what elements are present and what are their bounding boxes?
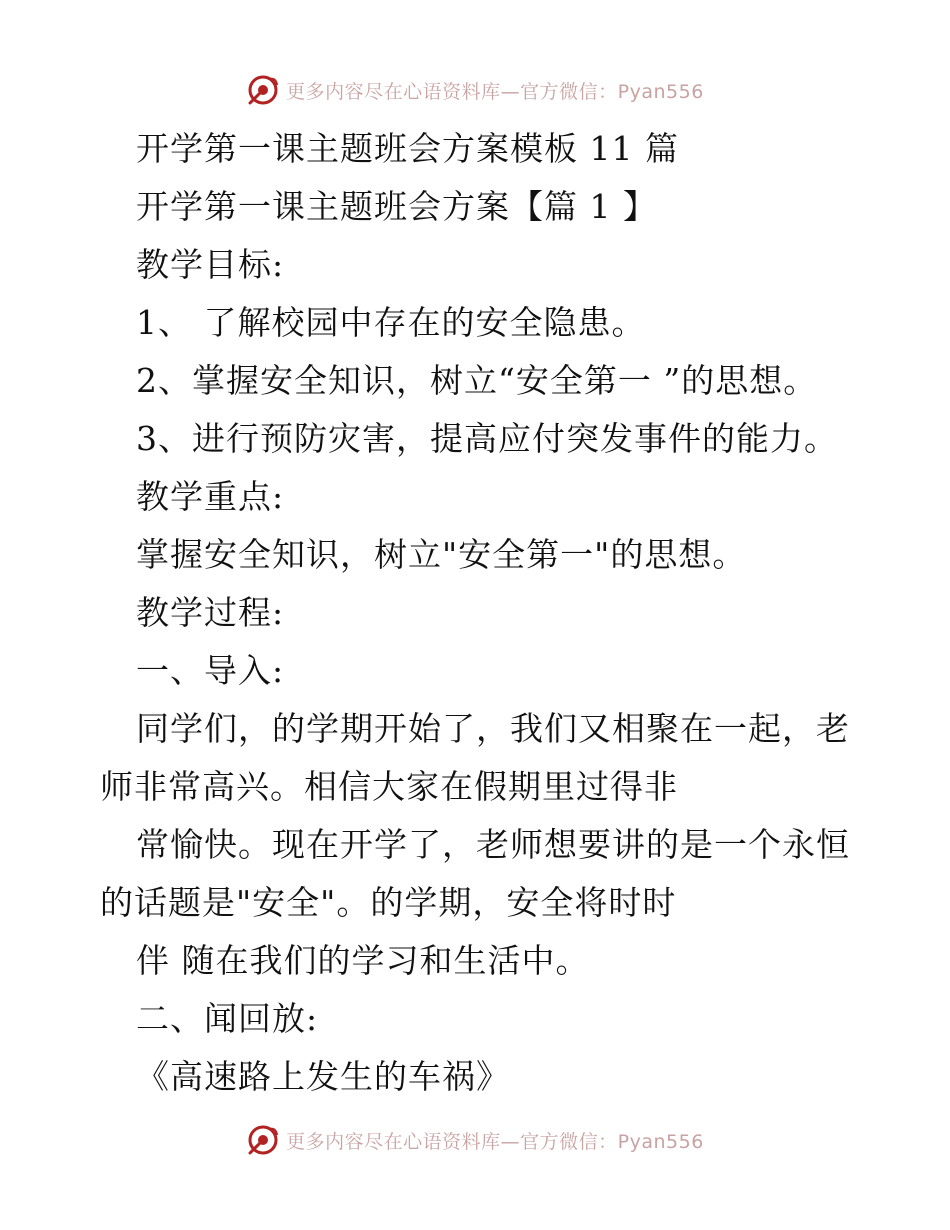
footer-watermark-banner: [0, 1118, 950, 1162]
paragraph-line: 常愉快。现在开学了，老师想要讲的是一个永恒: [136, 825, 850, 864]
paragraph-line: 掌握安全知识，树立"安全第一"的思想。: [136, 535, 747, 574]
footer-banner-text: 更多内容尽在心语资料库—官方微信：Pyan556: [286, 1130, 704, 1153]
paragraph-line: 一、导入:: [136, 651, 285, 690]
quill-logo-icon: [246, 1123, 280, 1157]
paragraph-line: 师非常高兴。相信大家在假期里过得非: [100, 767, 678, 806]
paragraph-line: 1、 了解校园中存在的安全隐患。: [136, 303, 646, 342]
paragraph-line: 二、闻回放:: [136, 999, 319, 1038]
paragraph-line: 3、进行预防灾害，提高应付突发事件的能力。: [136, 419, 838, 458]
quill-logo-icon: [246, 73, 280, 107]
paragraph-line: 伴 随在我们的学习和生活中。: [136, 941, 590, 980]
paragraph-line: 教学重点:: [136, 477, 285, 516]
paragraph-line: 《高速路上发生的车祸》: [136, 1057, 510, 1096]
paragraph-line: 的话题是"安全"。的学期，安全将时时: [100, 883, 677, 922]
document-body: [100, 120, 860, 1106]
paragraph-line: 2、掌握安全知识，树立“安全第一 ”的思想。: [136, 361, 818, 400]
paragraph-line: 教学目标:: [136, 245, 285, 284]
paragraph-line: 教学过程:: [136, 593, 285, 632]
header-watermark-banner: [0, 68, 950, 112]
section-heading: 开学第一课主题班会方案【篇 1 】: [136, 187, 657, 226]
document-title: 开学第一课主题班会方案模板 11 篇: [136, 129, 679, 168]
paragraph-line: 同学们，的学期开始了，我们又相聚在一起，老: [136, 709, 850, 748]
header-banner-text: 更多内容尽在心语资料库—官方微信：Pyan556: [286, 80, 704, 103]
